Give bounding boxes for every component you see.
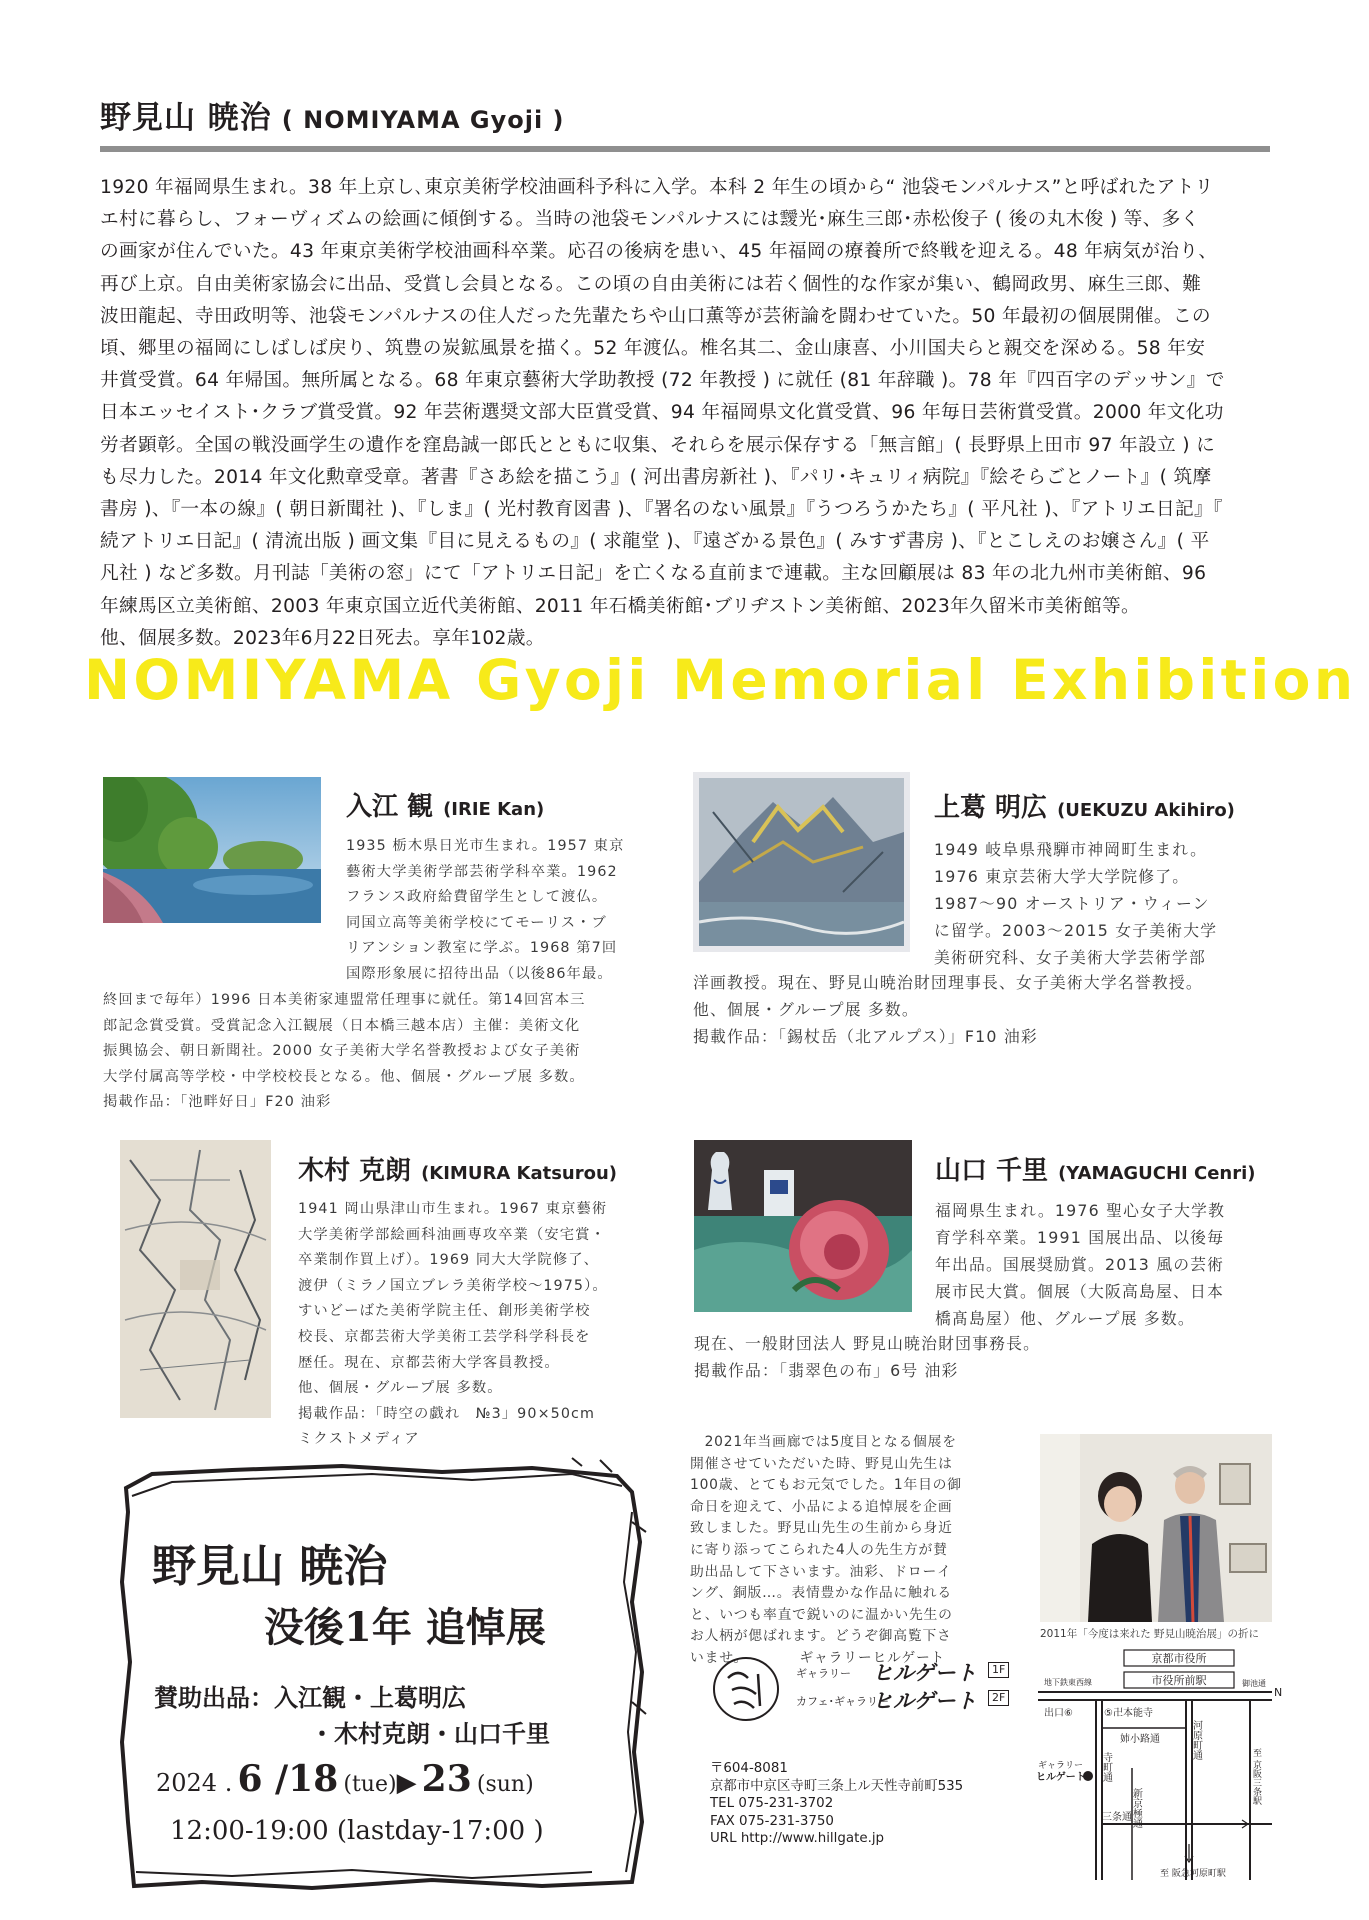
bio-line: 労者顕彰。全国の戦没画学生の遺作を窪島誠一郎氏とともに収集、それらを展示保存する「無言館」( 長野県上田市 97 年設立 ) に <box>100 434 1216 456</box>
artist-irie-name <box>346 786 544 823</box>
map-city-hall: 京都市役所 <box>1151 1652 1207 1665</box>
greeting-line: お人柄が偲ばれます。どうぞ御高覧下さ <box>690 1628 952 1645</box>
artist-irie-bio-cont <box>103 988 586 1116</box>
map-to-hankyu: 至 阪急河原町駅 <box>1160 1869 1226 1879</box>
artist-yamaguchi-name-en: (YAMAGUCHI Cenri) <box>1058 1163 1256 1184</box>
bio-line: 年練馬区立美術館、2003 年東京国立近代美術館、2011 年石橋美術館･ブリヂストン美術館、2023年久留米市美術館等。 <box>100 595 1140 617</box>
artist-kimura-name-en: (KIMURA Katsurou) <box>421 1163 618 1184</box>
artwork-uekuzu-image <box>693 772 910 952</box>
artist-yamaguchi-bio-cont <box>694 1330 1040 1384</box>
artist-name-ja: 野見山 暁治 <box>100 100 272 136</box>
artist-irie-bio <box>346 834 624 988</box>
bio-line: ミクストメディア <box>298 1431 420 1448</box>
bio-line: 福岡県生まれ。1976 聖心女子大学教 <box>935 1201 1226 1220</box>
map-gallery-label1: ギャラリー <box>1038 1761 1084 1771</box>
bio-line: 藝術大学美術学部芸術学科卒業。1962 <box>346 863 618 880</box>
greeting-line: 致しました。野見山先生の生前から身近 <box>690 1520 953 1537</box>
bio-line: 他、個展・グループ展 多数。 <box>693 1000 919 1019</box>
photo-caption: 2011年「今度は来れた 野見山暁治展」の折に <box>1040 1628 1260 1640</box>
bio-line: 渡伊（ミラノ国立ブレラ美術学校～1975）。 <box>298 1277 608 1294</box>
greeting-line: と、いつも率直で鋭いのに温かい先生の <box>690 1606 953 1623</box>
gallery-2f-sub: カフェ･ギャラリー <box>796 1695 889 1708</box>
poster-date-dow1: (tue) <box>343 1772 397 1797</box>
north-icon: N <box>1274 1686 1283 1699</box>
address-url[interactable]: URL http://www.hillgate.jp <box>710 1831 885 1847</box>
artist-yamaguchi-name-ja: 山口 千里 <box>935 1156 1049 1186</box>
artist-uekuzu-bio <box>934 836 1217 971</box>
map-to-keihan: 至 京阪三条駅 <box>1251 1748 1261 1805</box>
bio-line: 国際形象展に招待出品（以後86年最。 <box>346 965 613 982</box>
artist-yamaguchi-name <box>935 1150 1256 1187</box>
bio-line: 井賞受賞。64 年帰国。無所属となる。68 年東京藝術大学助教授 (72 年教授 ) に就任 (81 年辞職 )。78 年『四百字のデッサン』で <box>100 370 1225 392</box>
bio-line: エ村に暮らし、フォーヴィズムの絵画に傾倒する。当時の池袋モンパルナスには靉光･麻生三郎･赤松俊子 ( 後の丸木俊 ) 等、多く <box>100 209 1200 231</box>
gallery-1f-floor: 1F <box>988 1662 1009 1678</box>
gallery-2f-floor: 2F <box>988 1690 1009 1706</box>
bio-line: 大学美術学部絵画科油画専攻卒業（安宅賞・ <box>298 1226 606 1243</box>
bio-line: 終回まで毎年）1996 日本美術家連盟常任理事に就任。第14回宮本三 <box>103 992 586 1008</box>
greeting-line: 命日を迎えて、小品による追悼展を企画 <box>690 1498 953 1515</box>
poster-sponsor-line2: ・木村克朗・山口千里 <box>310 1719 550 1748</box>
artwork-kimura-image <box>120 1140 271 1418</box>
bio-line: 振興協会、朝日新聞社。2000 女子美術大学名誉教授および女子美術 <box>103 1043 581 1060</box>
map-shinkyogoku: 新京極通 <box>1130 1788 1142 1828</box>
biography <box>100 172 1274 655</box>
bio-line: に留学。2003～2015 女子美術大学 <box>934 921 1218 940</box>
map-gallery-label2: ヒルゲート <box>1036 1772 1086 1783</box>
exhibition-poster <box>112 1452 652 1892</box>
gallery-1f-name: ヒルゲート <box>872 1660 977 1685</box>
artwork-irie-image <box>103 777 321 923</box>
map-honnoji: ⑤卍本能寺 <box>1104 1708 1153 1719</box>
poster-hours: 12:00-19:00 (lastday-17:00 ) <box>170 1816 544 1846</box>
bio-line: 大学付属高等学校・中学校校長となる。他、個展・グループ展 多数。 <box>103 1068 585 1085</box>
bio-line: 1941 岡山県津山市生まれ。1967 東京藝術 <box>298 1201 608 1217</box>
bio-line: の画家が住んでいた。43 年東京美術学校油画科卒業。応召の後病を患い、45 年福岡の療養所で終戦を迎える。48 年病気が治り、 <box>100 241 1218 263</box>
map-city-hall-station: 市役所前駅 <box>1151 1674 1207 1687</box>
gallery-greeting <box>690 1432 1012 1670</box>
map-teramachi: 寺町通 <box>1100 1752 1112 1782</box>
poster-sponsor-line1: 賛助出品：入江観・上葛明広 <box>154 1683 466 1712</box>
artist-uekuzu-bio-cont <box>693 969 1203 1050</box>
bio-line: 日本エッセイスト･クラブ賞受賞。92 年芸術選奨文部大臣賞受賞、94 年福岡県文化賞受賞、96 年毎日芸術賞受賞。2000 年文化功 <box>100 402 1224 424</box>
arrow-right-icon: ▶ <box>396 1768 417 1798</box>
bio-line: 郎記念賞受賞。受賞記念入江観展（日本橋三越本店）主催：美術文化 <box>103 1017 581 1034</box>
bio-line: 1935 栃木県日光市生まれ。1957 東京 <box>346 838 625 854</box>
poster-subtitle: 没後1年 追悼展 <box>264 1604 546 1651</box>
bio-line: 再び上京。自由美術家協会に出品、受賞し会員となる。この頃の自由美術には若く個性的な作家が集い、鶴岡政男、麻生三郎、難 <box>100 273 1202 295</box>
bio-line: 1976 東京芸術大学大学院修了。 <box>934 867 1190 886</box>
poster-dates <box>156 1758 534 1800</box>
header-divider <box>100 146 1270 152</box>
map-oike: 御池通 <box>1242 1679 1266 1688</box>
bio-line: 凡社 ) など多数。月刊誌「美術の窓」にて「アトリエ日記」を亡くなる直前まで連載。主な回顧展は 83 年の北九州市美術館、96 <box>100 563 1207 585</box>
artist-uekuzu-name-ja: 上葛 明広 <box>934 793 1048 823</box>
artist-uekuzu-name <box>934 787 1235 824</box>
bio-line: 書房 )、『一本の線』( 朝日新聞社 )、『しま』( 光村教育図書 )、『署名のない風景』『うつろうかたち』( 平凡社 )、『アトリエ日記』『 <box>100 499 1223 521</box>
bio-line: 橋髙島屋）他、グループ展 多数。 <box>935 1309 1195 1328</box>
address-tel: TEL 075-231-3702 <box>710 1796 834 1812</box>
bio-line: 現在、一般財団法人 野見山暁治財団事務長。 <box>694 1334 1041 1353</box>
address-fax: FAX 075-231-3750 <box>710 1813 834 1829</box>
bio-line: フランス政府給費留学生として渡仏。 <box>346 889 608 906</box>
bio-line: 年出品。国展奨励賞。2013 風の芸術 <box>935 1255 1225 1274</box>
greeting-line: いませ。 ギャラリーヒルゲート <box>690 1649 946 1666</box>
exhibition-banner: NOMIYAMA Gyoji Memorial Exhibition <box>84 648 1357 712</box>
bio-line: 卒業制作買上げ）。1969 同大大学院修了、 <box>298 1252 600 1269</box>
greeting-line: ング、銅版…。表情豊かな作品に触れる <box>690 1585 952 1602</box>
artist-irie-name-ja: 入江 観 <box>346 792 434 822</box>
bio-line: 美術研究科、女子美術大学芸術学部 <box>934 948 1206 967</box>
poster-date-year: 2024 . <box>156 1769 233 1797</box>
gallery-address <box>710 1760 963 1848</box>
gallery-visit-photo <box>1040 1434 1272 1622</box>
artist-yamaguchi-bio <box>935 1197 1225 1332</box>
map-anekoji: 姉小路通 <box>1120 1734 1160 1745</box>
bio-line: 掲載作品：「池畔好日」F20 油彩 <box>103 1094 332 1111</box>
gallery-2f-name: ヒルゲート <box>872 1688 977 1713</box>
poster-date-start: 6 /18 <box>237 1758 339 1800</box>
address-street: 京都市中京区寺町三条上ル天性寺前町535 <box>710 1778 964 1794</box>
page-title <box>100 92 565 137</box>
poster-title: 野見山 暁治 <box>152 1541 388 1592</box>
bio-line: リアンション教室に学ぶ。1968 第7回 <box>346 940 618 957</box>
bio-line: 波田龍起、寺田政明等、池袋モンパルナスの住人だった先輩たちや山口薫等が芸術論を闘わせていた。50 年最初の個展開催。この <box>100 305 1211 327</box>
bio-line: 洋画教授。現在、野見山暁治財団理事長、女子美術大学名誉教授。 <box>693 973 1203 992</box>
bio-line: 頃、郷里の福岡にしばしば戻り、筑豊の炭鉱風景を描く。52 年渡仏。椎名其二、金山康喜、小川国夫らと親交を深める。58 年安 <box>100 338 1206 360</box>
bio-line: 育学科卒業。1991 国展出品、以後毎 <box>935 1228 1225 1247</box>
artwork-yamaguchi-image <box>694 1140 912 1312</box>
address-postcode: 〒604-8081 <box>710 1761 788 1776</box>
bio-line: も尽力した。2014 年文化勲章受章。著書『さあ絵を描こう』( 河出書房新社 )､『パリ･キュリィ病院』『絵そらごとノート』( 筑摩 <box>100 466 1212 488</box>
bio-line: 掲載作品：「翡翠色の布」6号 油彩 <box>694 1361 959 1380</box>
artist-kimura-name-ja: 木村 克朗 <box>298 1156 412 1186</box>
bio-line: 校長、京都芸術大学美術工芸学科学科長を <box>298 1328 591 1345</box>
greeting-line: に寄り添ってこられた4人の先生方が賛 <box>690 1541 948 1558</box>
greeting-line: 開催させていただいた時、野見山先生は <box>690 1455 953 1472</box>
bio-line: 掲載作品：「錫杖岳（北アルプス）」F10 油彩 <box>693 1027 1038 1046</box>
bio-line: すいどーばた美術学院主任、創形美術学校 <box>298 1303 591 1320</box>
map-sanjo: 三条通 <box>1102 1812 1132 1823</box>
greeting-line: 助出品して下さいます。油彩、ドローイ <box>690 1563 952 1580</box>
gallery-1f-sub: ギャラリー <box>796 1667 851 1680</box>
poster-date-end: 23 <box>421 1758 472 1800</box>
hillgate-logo <box>710 1654 782 1724</box>
bio-line: 展市民大賞。個展（大阪高島屋、日本 <box>935 1282 1224 1301</box>
bio-line: 1987～90 オーストリア・ウィーン <box>934 894 1210 913</box>
artist-kimura-name <box>298 1150 617 1187</box>
bio-line: 続アトリエ日記』( 清流出版 ) 画文集『目に見えるもの』( 求龍堂 )、『遠ざかる景色』( みすず書房 )、『とこしえのお嬢さん』( 平 <box>100 531 1210 553</box>
bio-line: 他、個展多数。2023年6月22日死去。享年102歳。 <box>100 627 545 649</box>
bio-line: 1920 年福岡県生まれ。38 年上京し､東京美術学校油画科予科に入学。本科 2 年生の頃から“ 池袋モンパルナス”と呼ばれたアトリ <box>100 177 1214 198</box>
greeting-line: 100歳、とてもお元気でした。1年目の御 <box>690 1477 962 1494</box>
bio-line: 掲載作品：「時空の戯れ №3」90×50cm <box>298 1405 596 1422</box>
gallery-map <box>1036 1648 1294 1880</box>
poster-date-dow2: (sun) <box>476 1772 534 1797</box>
greeting-line: 2021年当画廊では5度目となる個展を <box>690 1434 957 1450</box>
map-subway-tozai: 地下鉄東西線 <box>1044 1678 1092 1687</box>
bio-line: 他、個展・グループ展 多数。 <box>298 1380 503 1397</box>
artist-kimura-bio <box>298 1197 608 1453</box>
artist-uekuzu-name-en: (UEKUZU Akihiro) <box>1057 800 1235 821</box>
arrow-right-icon <box>1232 1820 1248 1828</box>
map-exit: 出口⑥ <box>1044 1708 1073 1719</box>
bio-line: 歴任。現在、京都芸術大学客員教授。 <box>298 1354 560 1371</box>
bio-line: 同国立高等美術学校にてモーリス・ブ <box>346 914 607 931</box>
artist-name-en: ( NOMIYAMA Gyoji ) <box>281 106 565 134</box>
map-kawaramachi: 河原町通 <box>1190 1720 1202 1760</box>
artist-irie-name-en: (IRIE Kan) <box>443 799 545 820</box>
bio-line: 1949 岐阜県飛騨市神岡町生まれ。 <box>934 840 1208 859</box>
